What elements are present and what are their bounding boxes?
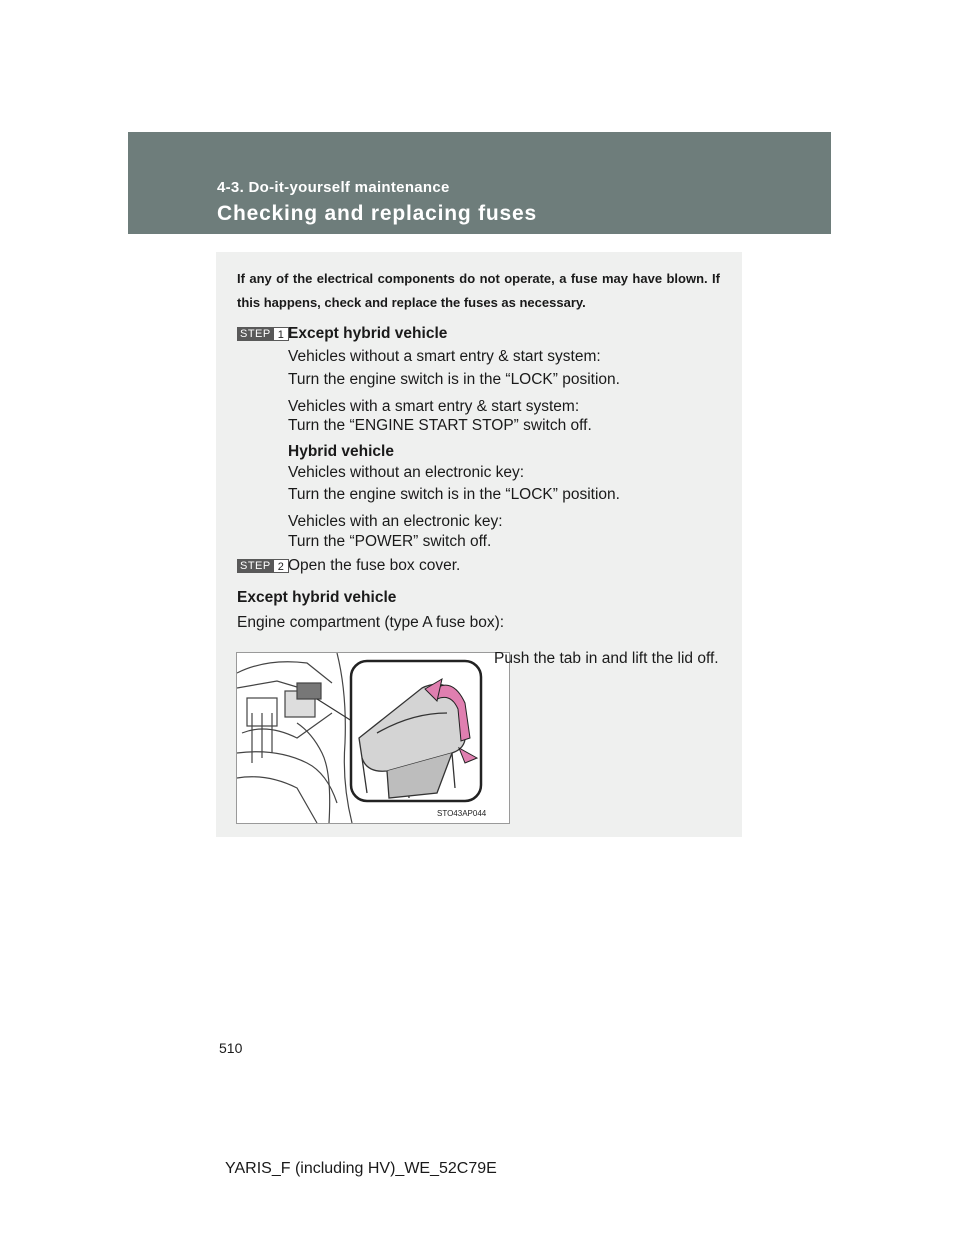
section-label: 4-3. Do-it-yourself maintenance (217, 179, 450, 196)
smart-entry-label: Vehicles with a smart entry & start system: (288, 398, 580, 415)
intro-text: If any of the electrical components do not operate, a fuse may have blown. If this happens, check and replace the fuses as necessary. (237, 271, 720, 310)
step-badge-label: STEP (237, 327, 274, 341)
step-badge-number: 2 (274, 559, 289, 573)
no-key-label: Vehicles without an electronic key: (288, 464, 525, 481)
no-key-action: Turn the engine switch is in the “LOCK” position. (288, 486, 620, 503)
page-title: Checking and replacing fuses (217, 202, 537, 225)
step-badge-number: 1 (274, 327, 289, 341)
except-hybrid-label: Except hybrid vehicle (288, 325, 448, 342)
step-badge-label: STEP (237, 559, 274, 573)
no-smart-entry-action: Turn the engine switch is in the “LOCK” position. (288, 371, 620, 388)
no-smart-entry-label: Vehicles without a smart entry & start system: (288, 348, 601, 365)
except-hybrid-heading: Except hybrid vehicle (237, 589, 397, 606)
page-number: 510 (219, 1040, 243, 1056)
key-action: Turn the “POWER” switch off. (288, 533, 492, 550)
engine-compartment-label: Engine compartment (type A fuse box): (237, 614, 505, 631)
key-label: Vehicles with an electronic key: (288, 513, 503, 530)
hybrid-label: Hybrid vehicle (288, 443, 394, 460)
step-2-badge (237, 559, 289, 573)
figure-code: STO43AP044 (437, 809, 487, 818)
content-box (216, 252, 742, 837)
engine-bay-illustration (237, 653, 509, 823)
push-tab-caption: Push the tab in and lift the lid off. (494, 650, 719, 667)
step-2-text: Open the fuse box cover. (288, 557, 461, 574)
footer-code: YARIS_F (including HV)_WE_52C79E (225, 1160, 497, 1177)
fuse-box-figure (236, 652, 510, 824)
step-1-badge (237, 327, 289, 341)
smart-entry-action: Turn the “ENGINE START STOP” switch off. (288, 417, 592, 434)
chapter-header (128, 132, 831, 234)
